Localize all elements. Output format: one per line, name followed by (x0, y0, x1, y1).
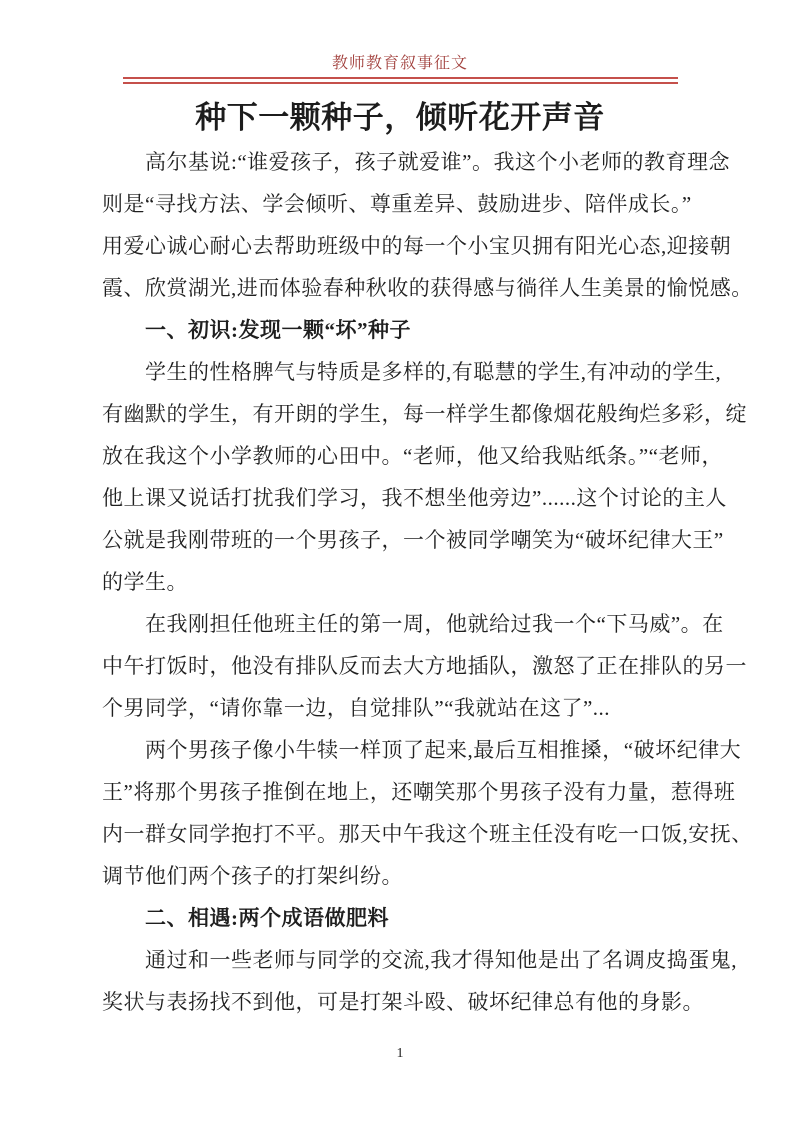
text-line: 奖状与表扬找不到他，可是打架斗殴、破坏纪律总有他的身影。 (102, 990, 704, 1014)
text-line: 用爱心诚心耐心去帮助班级中的每一个小宝贝拥有阳光心态,迎接朝 (102, 234, 732, 258)
text-line: 个男同学，“请你靠一边，自觉排队”“我就站在这了”... (102, 696, 611, 720)
text-line: 有幽默的学生，有开朗的学生，每一样学生都像烟花般绚烂多彩，绽 (102, 402, 747, 426)
text-line: 中午打饭时，他没有排队反而去大方地插队，激怒了正在排队的另一 (102, 654, 747, 678)
text-line: 两个男孩子像小牛犊一样顶了起来,最后互相推搡，“破坏纪律大 (102, 738, 742, 762)
text-line: 王”将那个男孩子推倒在地上，还嘲笑那个男孩子没有力量，惹得班 (102, 780, 736, 804)
page-number: 1 (396, 1046, 404, 1061)
header-double-rule (123, 77, 678, 84)
document-body (102, 141, 753, 1023)
text-line: 在我刚担任他班主任的第一周，他就给过我一个“下马威”。在 (102, 612, 724, 636)
page-header-label: 教师教育叙事征文 (331, 55, 468, 72)
text-line: 公就是我刚带班的一个男孩子，一个被同学嘲笑为“破坏纪律大王” (102, 528, 724, 552)
text-line: 学生的性格脾气与特质是多样的,有聪慧的学生,有冲动的学生, (102, 360, 722, 384)
text-line: 通过和一些老师与同学的交流,我才得知他是出了名调皮捣蛋鬼, (102, 948, 737, 972)
section-heading-1: 一、初识:发现一颗“坏”种子 (102, 318, 411, 342)
section-heading-2: 二、相遇:两个成语做肥料 (102, 906, 389, 930)
text-line: 内一群女同学抱打不平。那天中午我这个班主任没有吃一口饭,安抚、 (102, 822, 753, 846)
text-line: 高尔基说:“谁爱孩子，孩子就爱谁”。我这个小老师的教育理念 (102, 150, 730, 174)
text-line: 的学生。 (102, 570, 188, 594)
document-title: 种下一颗种子，倾听花开声音 (195, 100, 605, 135)
text-line: 放在我这个小学教师的心田中。“老师，他又给我贴纸条。”“老师， (102, 444, 723, 468)
text-line: 调节他们两个孩子的打架纠纷。 (102, 864, 403, 888)
text-line: 霞、欣赏湖光,进而体验春种秋收的获得感与徜徉人生美景的愉悦感。 (102, 276, 753, 300)
text-line: 他上课又说话打扰我们学习，我不想坐他旁边”......这个讨论的主人 (102, 486, 727, 510)
text-line: 则是“寻找方法、学会倾听、尊重差异、鼓励进步、陪伴成长。” (102, 192, 692, 216)
